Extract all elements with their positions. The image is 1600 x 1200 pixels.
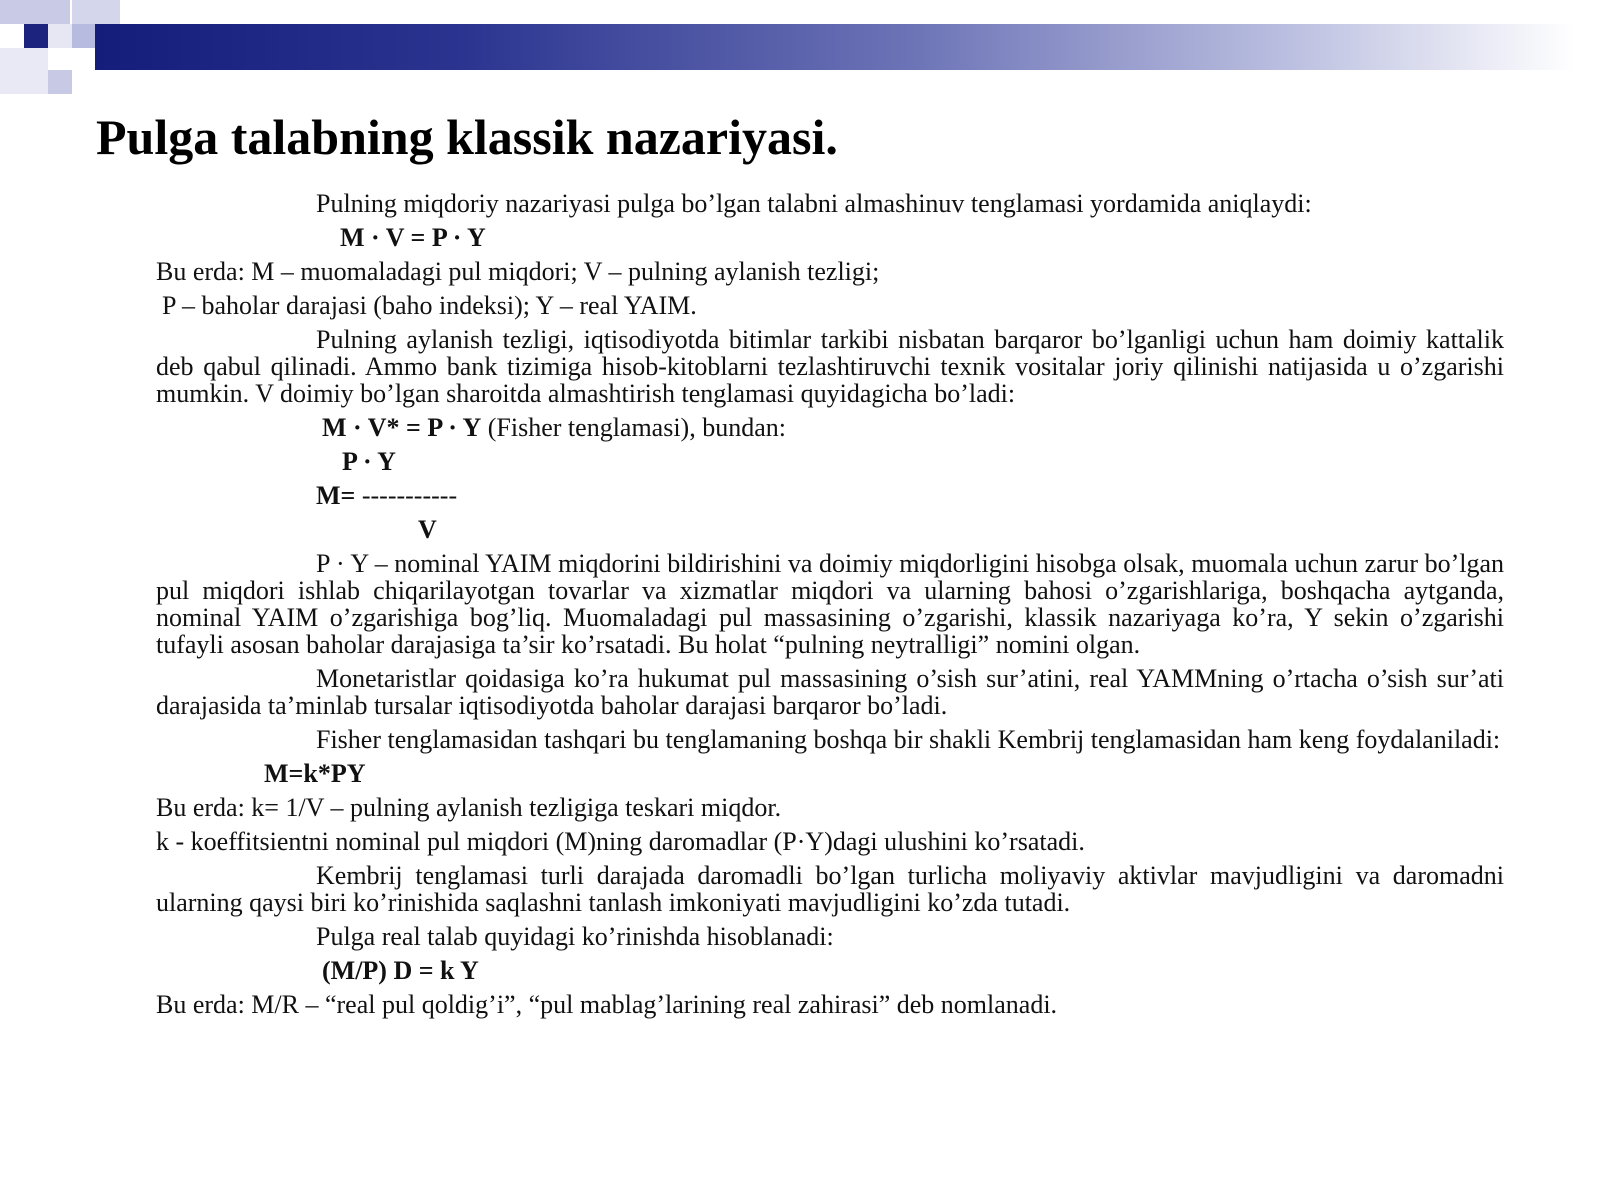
paragraph-cambridge-intro: Fisher tenglamasidan tashqari bu tenglamaning boshqa bir shakli Kembrij tenglamasidan ham keng foydalaniladi:	[316, 725, 1501, 754]
definition-line: k - koeffitsientni nominal pul miqdori (M)ning daromadlar (P·Y)dagi ulushini ko’rsatadi.	[156, 827, 1085, 856]
header-banner	[95, 24, 1575, 70]
paragraph-nominal-gdp: P · Y – nominal YAIM miqdorini bildirishini va doimiy miqdorligini hisobga olsak, muomala uchun zarur bo’lgan pul miqdori ishlab chiqarilayotgan tovarlar va xizmatlar miqdori va ularning bahosi o’zgarishlariga, boshqacha aytganda, nominal YAIM o’zgarishiga bog’liq. Muomaladagi pul massasining o’zgarishi, klassik nazariyaga ko’ra, Y sekin o’zgarishi tufayli asosan baholar darajasiga ta’sir ko’rsatadi. Bu holat “pulning neytralligi” nomini olgan.	[156, 549, 1504, 659]
decor-square	[0, 48, 48, 94]
decor-square	[24, 24, 48, 48]
fraction-line	[156, 482, 1504, 509]
definition-line: Bu erda: k= 1/V – pulning aylanish tezligiga teskari miqdor.	[156, 793, 782, 822]
paragraph-quantity-theory: Pulning miqdoriy nazariyasi pulga bo’lgan talabni almashinuv tenglamasi yordamida aniqlaydi:	[316, 189, 1312, 218]
decor-square	[48, 24, 72, 48]
formula-fisher-note: (Fisher tenglamasi), bundan:	[481, 413, 786, 442]
fraction-bar: -----------	[355, 481, 458, 510]
formula-exchange-equation: M · V = P · Y	[340, 223, 486, 252]
formula-cambridge: M=k*PY	[264, 759, 366, 788]
decor-square	[48, 70, 72, 94]
definition-line: P – baholar darajasi (baho indeksi); Y – real YAIM.	[162, 291, 697, 320]
definition-line: Bu erda: M/R – “real pul qoldig’i”, “pul mablag’larining real zahirasi” deb nomlanadi.	[156, 990, 1058, 1019]
slide-title: Pulga talabning klassik nazariyasi.	[96, 109, 838, 165]
slide-body	[156, 190, 1504, 1018]
fraction-numerator: P · Y	[342, 447, 396, 476]
formula-fisher-expr: M · V* = P · Y	[322, 413, 482, 442]
formula-real-demand: (M/P) D = k Y	[322, 956, 479, 985]
paragraph-velocity: Pulning aylanish tezligi, iqtisodiyotda bitimlar tarkibi nisbatan barqaror bo’lganligi uchun ham doimiy kattalik deb qabul qilinadi. Ammo bank tizimiga hisob-kitoblarni tezlashtiruvchi texnik vositalar joriy qilinishi natijasida u o’zgarishi mumkin. V doimiy bo’lgan sharoitda almashtirish tenglamasi quyidagicha bo’ladi:	[156, 325, 1504, 408]
decor-square	[0, 0, 70, 24]
decor-square	[72, 0, 120, 24]
paragraph-cambridge-detail: Kembrij tenglamasi turli darajada daromadli bo’lgan turlicha moliyaviy aktivlar mavjudligini va daromadni ularning qaysi biri ko’rinishida saqlashni tanlash imkoniyati mavjudligini ko’zda tutadi.	[156, 861, 1504, 917]
fraction-denominator: V	[418, 515, 437, 544]
decor-square	[72, 24, 96, 48]
definition-line: Bu erda: M – muomaladagi pul miqdori; V – pulning aylanish tezligi;	[156, 257, 880, 286]
formula-fisher	[156, 414, 1504, 441]
fraction-lhs: M=	[316, 481, 356, 510]
paragraph-monetarists: Monetaristlar qoidasiga ko’ra hukumat pul massasining o’sish sur’atini, real YAMMning o’rtacha o’sish sur’ati darajasida ta’minlab tursalar iqtisodiyotda baholar darajasi barqaror bo’ladi.	[156, 664, 1504, 720]
paragraph-real-demand: Pulga real talab quyidagi ko’rinishda hisoblanadi:	[316, 922, 834, 951]
